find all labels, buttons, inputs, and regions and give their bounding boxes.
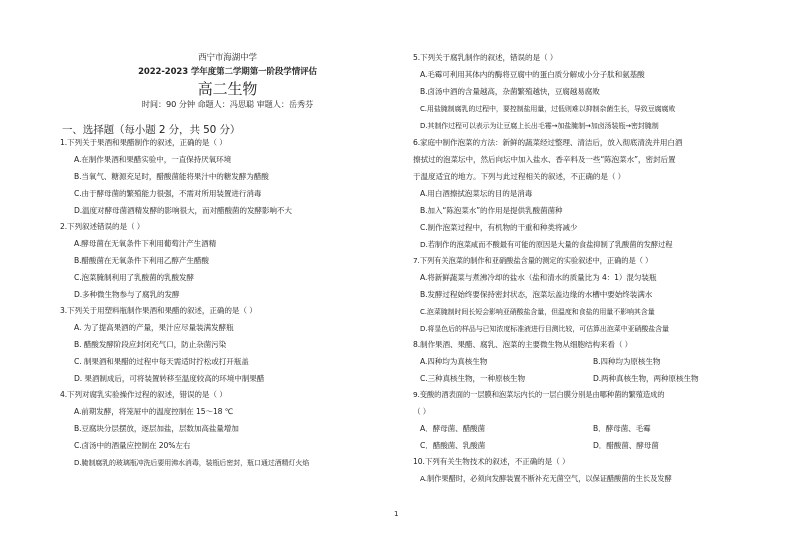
question-9: 9.变酸的酒表面的一层膜和泡菜坛内长的一层白膜分别是由哪种菌的繁殖造成的 — [413, 390, 665, 399]
question-7-option-b: B.发酵过程始终要保持密封状态，泡菜坛盖边缘的水槽中要始终装满水 — [420, 290, 653, 299]
question-4-option-b: B.豆腐块分层摆放，逐层加盐，层数加高盐量增加 — [74, 424, 239, 433]
school-name: 西宁市海湖中学 — [198, 53, 257, 63]
question-8-option-b: B.四种均为原核生物 — [593, 357, 661, 366]
question-6-line-3: 于温度适宜的地方。下列与此过程相关的叙述，不正确的是（ ） — [413, 172, 626, 181]
question-8-option-a: A.四种均为真核生物 — [420, 357, 488, 366]
question-2-option-a: A.酵母菌在无氧条件下利用葡萄汁产生酒精 — [74, 239, 217, 248]
question-1-option-d: D.温度对酵母菌酒精发酵的影响很大，而对醋酸菌的发酵影响不大 — [74, 206, 292, 215]
question-6-line-2: 擦拭过的泡菜坛中，然后向坛中加入盐水、香辛料及一些“陈泡菜水”，密封后置 — [413, 155, 676, 164]
question-4: 4.下列对腐乳实验操作过程的叙述，错误的是（ ） — [60, 390, 227, 399]
question-4-option-d: D.腌制腐乳的玻璃瓶冲洗后要用沸水消毒，装瓶后密封，瓶口通过酒精灯火焰 — [74, 459, 310, 467]
question-9-option-d: D．醋酸菌、酵母菌 — [593, 441, 659, 450]
question-2-option-d: D.多种微生物参与了腐乳的发酵 — [74, 290, 180, 299]
question-5-option-d: D.其制作过程可以表示为让豆腐上长出毛霉→加盐腌制→加卤汤装瓶→密封腌制 — [420, 122, 659, 130]
page-number: 1 — [394, 510, 399, 518]
subject-title: 高二生物 — [197, 80, 258, 98]
question-6-option-b: B.加入“陈泡菜水”的作用是提供乳酸菌菌种 — [420, 206, 563, 215]
term-title: 2022-2023 学年度第二学期第一阶段学情评估 — [138, 67, 317, 77]
question-1-option-b: B.当氧气、糖源充足时，醋酸菌能将果汁中的糖发酵为醋酸 — [74, 172, 269, 181]
question-9-option-c: C．醋酸菌、乳酸菌 — [420, 441, 486, 450]
question-9-option-a: A．酵母菌、醋酸菌 — [420, 424, 486, 433]
question-9-paren: （ ） — [413, 407, 431, 416]
question-5-option-a: A.毛霉可利用其体内的酶将豆腐中的蛋白质分解成小分子肽和氨基酸 — [420, 70, 645, 79]
question-10: 10.下列有关生物技术的叙述，不正确的是（ ） — [413, 457, 570, 466]
question-6-option-d: D.若制作的泡菜咸而不酸最有可能的原因是大量的食盐抑制了乳酸菌的发酵过程 — [420, 240, 673, 249]
question-5-option-b: B.卤汤中酒的含量越高，杂菌繁殖越快，豆腐越易腐败 — [420, 87, 600, 96]
question-3-option-d: D. 果酒制成后，可将装置转移至温度较高的环境中制果醋 — [74, 374, 265, 383]
question-7-option-a: A.将新鲜蔬菜与煮沸冷却的盐水（盐和清水的质量比为 4：1）混匀装瓶 — [420, 273, 657, 282]
question-7-option-c: C.泡菜腌制时间长短会影响亚硝酸盐含量，但温度和食盐的用量不影响其含量 — [420, 308, 655, 316]
question-6-option-c: C.制作泡菜过程中，有机物的干重和种类将减少 — [420, 223, 578, 232]
question-1-option-c: C.由于酵母菌的繁殖能力很强，不需对所用装置进行消毒 — [74, 189, 262, 198]
question-9-option-b: B．酵母菌、毛霉 — [593, 424, 651, 433]
section-heading: 一、选择题（每小题 2 分，共 50 分） — [62, 124, 241, 136]
question-2: 2.下列叙述错误的是（ ） — [60, 222, 145, 231]
question-2-option-c: C.泡菜腌制利用了乳酸菌的乳酸发酵 — [74, 273, 194, 282]
question-3-option-b: B. 醋酸发酵阶段应封闭充气口，防止杂菌污染 — [74, 340, 227, 349]
question-3-option-a: A. 为了提高果酒的产量，果汁应尽量装满发酵瓶 — [74, 323, 234, 332]
question-3: 3.下列关于用塑料瓶制作果酒和果醋的叙述，正确的是（ ） — [60, 306, 257, 315]
question-2-option-b: B.醋酸菌在无氧条件下利用乙醇产生醋酸 — [74, 256, 209, 265]
question-5: 5.下列关于腐乳制作的叙述，错误的是（ ） — [413, 53, 558, 62]
question-1-option-a: A.在制作果酒和果醋实验中，一直保持厌氧环境 — [74, 155, 232, 164]
question-8-option-d: D.两种真核生物，两种原核生物 — [593, 374, 699, 383]
question-7-option-d: D.将显色后的样品与已知浓度标准液进行目测比较，可估算出泡菜中亚硝酸盐含量 — [420, 325, 669, 333]
question-3-option-c: C. 制果酒和果醋的过程中每天需适时拧松或打开瓶盖 — [74, 357, 249, 366]
question-8-option-c: C.三种真核生物，一种原核生物 — [420, 374, 525, 383]
exam-meta: 时间：90 分钟 命题人：冯思聪 审题人：岳秀芬 — [141, 99, 314, 109]
question-4-option-c: C.卤汤中的酒量应控制在 20%左右 — [74, 441, 191, 450]
question-5-option-c: C.用盐腌制腐乳的过程中，要控制盐用量，过低则难以抑制杂菌生长，导致豆腐腐败 — [420, 105, 676, 113]
question-6-option-a: A.用白酒擦拭泡菜坛的目的是消毒 — [420, 189, 533, 198]
question-6-line-1: 6.家庭中制作泡菜的方法：新鲜的蔬菜经过整理、清洁后，放入彻底清洗并用白酒 — [413, 138, 683, 147]
question-4-option-a: A.前期发酵，将笼屉中的温度控制在 15～18 ℃ — [74, 407, 234, 416]
question-10-option-a: A.制作果醋时，必须向发酵装置不断补充无菌空气，以保证醋酸菌的生长及发酵 — [420, 474, 672, 483]
question-7: 7.下列有关泡菜的制作和亚硝酸盐含量的测定的实验叙述中，正确的是（ ） — [413, 256, 653, 265]
question-8: 8.制作果酒、果醋、腐乳、泡菜的主要微生物从细胞结构来看（ ） — [413, 340, 633, 349]
question-1: 1.下列关于果酒和果醋制作的叙述，正确的是（ ） — [60, 138, 227, 147]
